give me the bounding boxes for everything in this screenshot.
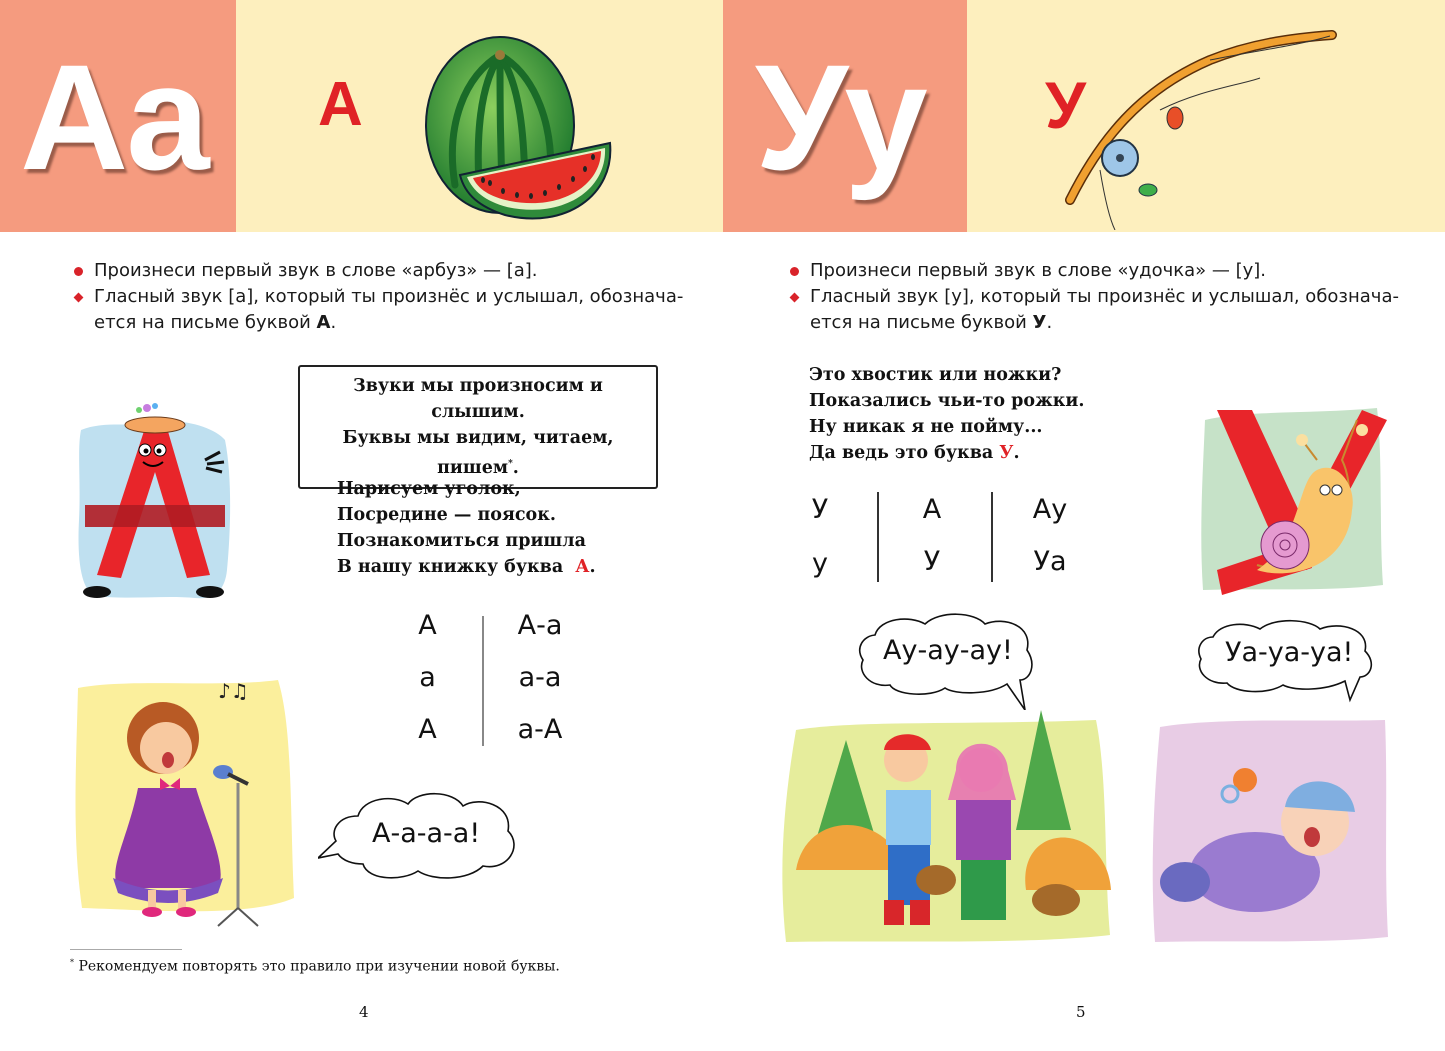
right-red-letter: У xyxy=(1045,68,1087,142)
syllable-cell: у xyxy=(812,548,828,579)
syllable-cell: Уа xyxy=(1033,546,1067,577)
kids-in-forest-illustration xyxy=(776,700,1116,950)
right-instructions xyxy=(786,258,1426,336)
footnote-rule xyxy=(70,949,182,950)
syllable-cell: а-А xyxy=(517,714,563,745)
table-divider xyxy=(991,492,993,582)
bullet-punct: . xyxy=(1046,312,1053,333)
syllable-cell: У xyxy=(923,546,941,577)
rule-line-2-end: . xyxy=(512,457,519,478)
syllable-cell: Ау xyxy=(1032,494,1068,525)
poem-line-text: В нашу книжку буква xyxy=(337,557,570,577)
bullet-diamond-icon xyxy=(790,293,800,303)
poem-line: Познакомиться пришла xyxy=(337,531,586,551)
poem-line-last xyxy=(337,554,657,580)
footnote-mark: * xyxy=(508,459,513,469)
right-syllable-table xyxy=(800,492,1090,587)
bullet-bold-letter: У xyxy=(1032,312,1047,333)
speech-bubble-text: Ау-ау-ау! xyxy=(883,635,1013,666)
poem-line-text: Да ведь это буква xyxy=(809,443,1000,463)
syllable-cell: А-а xyxy=(517,610,563,641)
poem-line: Посредине — поясок. xyxy=(337,505,556,525)
bullet-circle-icon xyxy=(790,267,799,276)
poem-line: Ну никак я не пойму... xyxy=(809,417,1043,437)
syllable-cell: А xyxy=(418,714,437,745)
table-divider xyxy=(482,616,484,746)
footnote-text: Рекомендуем повторять это правило при изучении новой буквы. xyxy=(78,958,560,975)
watermelon-icon xyxy=(425,35,615,220)
poem-red-letter: А xyxy=(575,557,590,577)
bullet-diamond-icon xyxy=(74,293,84,303)
right-poem xyxy=(809,362,1129,466)
bullet-text-cont: ется на письме буквой xyxy=(94,312,317,333)
footnote-mark: * xyxy=(70,958,74,967)
bullet-text: Произнеси первый звук в слове «удочка» — [у]. xyxy=(810,260,1267,281)
poem-punct: . xyxy=(589,557,596,577)
poem-punct: . xyxy=(1013,443,1020,463)
poem-line: Показались чьи-то рожки. xyxy=(809,391,1085,411)
bullet-item xyxy=(70,284,710,336)
poem-line: Нарисуем уголок, xyxy=(337,479,521,499)
svg-text:♪♫: ♪♫ xyxy=(218,679,249,703)
rule-line-2 xyxy=(310,425,646,481)
bullet-text: Произнеси первый звук в слове «арбуз» — [а]. xyxy=(94,260,538,281)
left-poem xyxy=(337,476,657,580)
letter-u-snail-illustration xyxy=(1197,400,1387,595)
page-number-right: 5 xyxy=(1076,1003,1086,1021)
footnote xyxy=(70,958,560,975)
speech-bubble-text: Уа-уа-уа! xyxy=(1225,637,1354,668)
left-big-letters: Аа xyxy=(20,33,206,201)
syllable-cell: У xyxy=(811,494,829,525)
poem-line: Это хвостик или ножки? xyxy=(809,365,1062,385)
syllable-cell: А xyxy=(922,494,942,525)
poem-line-last xyxy=(809,440,1129,466)
bullet-punct: . xyxy=(330,312,337,333)
syllable-cell: а-а xyxy=(518,662,562,693)
right-big-letters: Уу xyxy=(755,33,924,201)
bullet-circle-icon xyxy=(74,267,83,276)
speech-bubble-left xyxy=(318,786,528,886)
table-divider xyxy=(877,492,879,582)
bullet-item xyxy=(70,258,710,284)
bullet-text-cont: ется на письме буквой xyxy=(810,312,1033,333)
left-syllable-table xyxy=(400,610,580,750)
bullet-text: Гласный звук [у], который ты произнёс и услышал, обознача- xyxy=(810,286,1399,307)
bullet-item xyxy=(786,258,1426,284)
fishing-rod-icon xyxy=(1060,30,1340,230)
speech-bubble-right-2 xyxy=(1195,615,1380,705)
crying-baby-illustration xyxy=(1140,712,1390,947)
rule-box xyxy=(298,365,658,489)
bullet-bold-letter: А xyxy=(316,312,331,333)
speech-bubble-text: А-а-а-а! xyxy=(372,818,481,849)
letter-a-character-illustration xyxy=(75,400,235,605)
poem-red-letter: У xyxy=(999,443,1014,463)
speech-bubble-right-1 xyxy=(855,610,1040,710)
page-number-left: 4 xyxy=(359,1003,369,1021)
rule-line-1: Звуки мы произносим и слышим. xyxy=(353,376,603,422)
bullet-item xyxy=(786,284,1426,336)
bullet-text: Гласный звук [а], который ты произнёс и услышал, обознача- xyxy=(94,286,684,307)
singing-girl-illustration xyxy=(68,668,298,930)
left-instructions xyxy=(70,258,710,336)
syllable-cell: А xyxy=(418,610,437,641)
syllable-cell: а xyxy=(419,662,436,693)
rule-line-2-text: Буквы мы видим, читаем, пишем xyxy=(342,428,614,478)
left-red-letter: А xyxy=(318,70,363,139)
